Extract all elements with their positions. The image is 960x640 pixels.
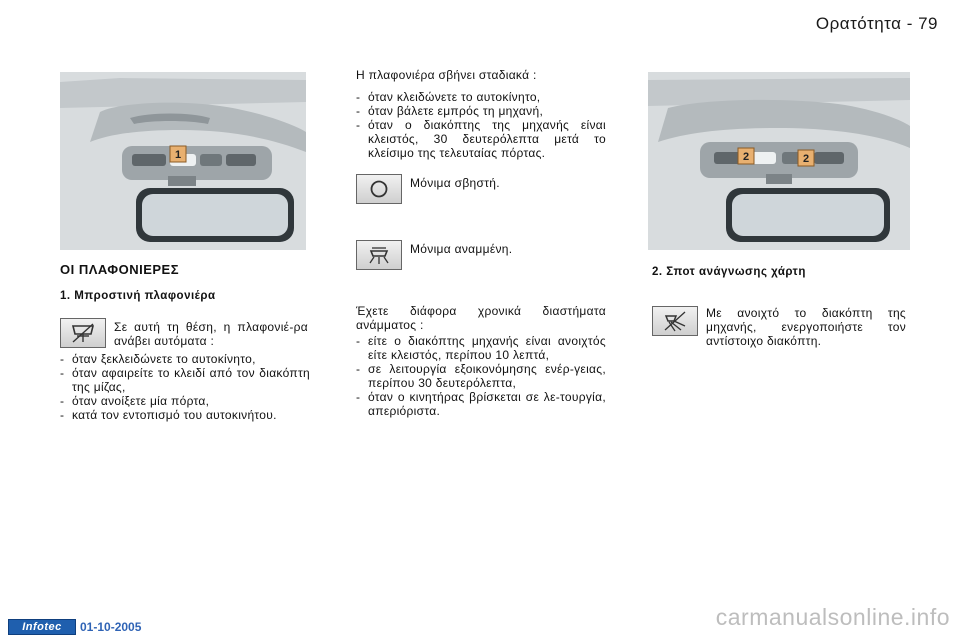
item1-icon-text: Σε αυτή τη θέση, η πλαφονιέ-ρα ανάβει αυτόματα :	[114, 320, 308, 348]
list-item: - όταν αφαιρείτε το κλειδί από τον διακόπτη της μίζας,	[60, 366, 310, 394]
list-item: - όταν ο διακόπτης της μηχανής είναι κλειστός, 30 δευτερόλεπτα μετά το κλείσιμο της τελευταίας πόρτας.	[356, 118, 606, 160]
list-item: - είτε ο διακόπτης μηχανής είναι ανοιχτός είτε κλειστός, περίπου 10 λεπτά,	[356, 334, 606, 362]
fade-title: Η πλαφονιέρα σβήνει σταδιακά :	[356, 68, 537, 82]
durations-list	[356, 334, 606, 418]
map-reading-lamp-icon	[652, 306, 698, 336]
fade-conditions	[356, 90, 606, 160]
front-ceiling-light-photo	[60, 72, 306, 250]
list-item: - όταν κλειδώνετε το αυτοκίνητο,	[356, 90, 606, 104]
durations-intro: Έχετε διάφορα χρονικά διαστήματα ανάμματος :	[356, 304, 606, 332]
circle-off-icon	[356, 174, 402, 204]
list-item: - όταν βάλετε εμπρός τη μηχανή,	[356, 104, 606, 118]
list-item: - όταν ξεκλειδώνετε το αυτοκίνητο,	[60, 352, 310, 366]
infotec-logo: Infotec	[8, 619, 76, 635]
page-title: Ορατότητα - 79	[815, 14, 938, 33]
list-item: - όταν ο κινητήρας βρίσκεται σε λε-τουργία, απεριόριστα.	[356, 390, 606, 418]
item2-text: Με ανοιχτό το διακόπτη της μηχανής, ενεργοποιήστε τον αντίστοιχο διακόπτη.	[706, 306, 906, 348]
list-item: - όταν ανοίξετε μία πόρτα,	[60, 394, 310, 408]
callout-1-label: 1	[174, 149, 182, 161]
item1-conditions	[60, 352, 310, 422]
list-item: - κατά τον εντοπισμό του αυτοκινήτου.	[60, 408, 310, 422]
watermark: carmanualsonline.info	[715, 604, 950, 630]
item2-title: 2. Σποτ ανάγνωσης χάρτη	[652, 266, 806, 278]
lamp-on-icon	[356, 240, 402, 270]
always-on-label: Μόνιμα αναμμένη.	[410, 242, 513, 256]
always-off-label: Μόνιμα σβηστή.	[410, 176, 500, 190]
callout-2a-label: 2	[742, 151, 750, 163]
item1-title: 1. Μπροστινή πλαφονιέρα	[60, 290, 216, 302]
map-reading-spot-photo	[648, 72, 910, 250]
list-item: - σε λειτουργία εξοικονόμησης ενέρ-γειας, περίπου 30 δευτερόλεπτα,	[356, 362, 606, 390]
footer-date: 01-10-2005	[80, 620, 142, 634]
callout-2b-label: 2	[802, 153, 810, 165]
section-title: ΟΙ ΠΛΑΦΟΝΙΕΡΕΣ	[60, 262, 180, 277]
door-mode-icon	[60, 318, 106, 348]
